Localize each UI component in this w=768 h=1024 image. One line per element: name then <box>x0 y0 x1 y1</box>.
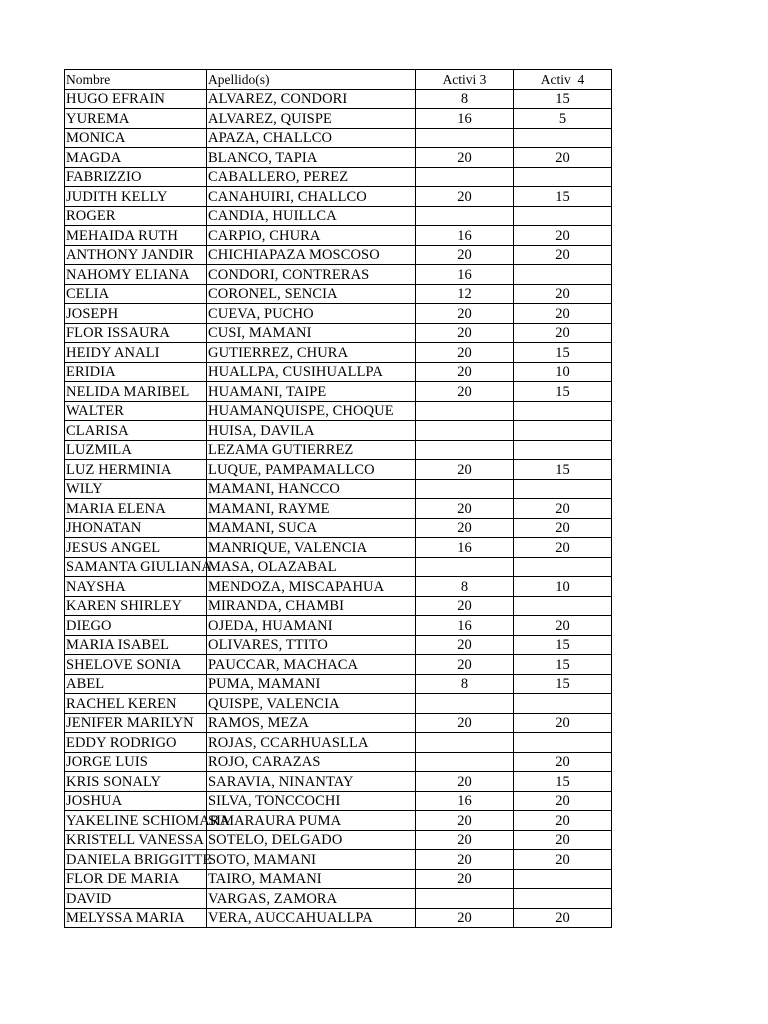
cell-nombre: KRIS SONALY <box>65 772 207 792</box>
cell-apellidos: OJEDA, HUAMANI <box>207 616 416 636</box>
cell-activi-3: 20 <box>416 148 514 168</box>
table-row <box>65 323 612 343</box>
cell-activi-3: 16 <box>416 265 514 285</box>
table-row <box>65 245 612 265</box>
table-row <box>65 655 612 675</box>
cell-apellidos: SARAVIA, NINANTAY <box>207 772 416 792</box>
table-row <box>65 713 612 733</box>
table-row <box>65 187 612 207</box>
cell-activ-4 <box>514 889 612 909</box>
cell-apellidos: MAMANI, RAYME <box>207 499 416 519</box>
cell-activ-4: 20 <box>514 245 612 265</box>
cell-nombre: CLARISA <box>65 421 207 441</box>
cell-nombre: LUZ HERMINIA <box>65 460 207 480</box>
cell-apellidos: HUALLPA, CUSIHUALLPA <box>207 362 416 382</box>
cell-activi-3: 16 <box>416 791 514 811</box>
cell-nombre: JHONATAN <box>65 518 207 538</box>
cell-activi-3 <box>416 206 514 226</box>
cell-nombre: NAHOMY ELIANA <box>65 265 207 285</box>
cell-nombre: SHELOVE SONIA <box>65 655 207 675</box>
cell-nombre: RACHEL KEREN <box>65 694 207 714</box>
cell-activ-4: 20 <box>514 752 612 772</box>
table-row <box>65 518 612 538</box>
cell-apellidos: CORONEL, SENCIA <box>207 284 416 304</box>
cell-nombre: ABEL <box>65 674 207 694</box>
cell-activ-4 <box>514 596 612 616</box>
cell-apellidos: PAUCCAR, MACHACA <box>207 655 416 675</box>
cell-nombre: MAGDA <box>65 148 207 168</box>
cell-apellidos: HUAMANI, TAIPE <box>207 382 416 402</box>
cell-apellidos: CUEVA, PUCHO <box>207 304 416 324</box>
cell-activi-3: 16 <box>416 538 514 558</box>
table-row <box>65 733 612 753</box>
table-row <box>65 830 612 850</box>
table-row <box>65 557 612 577</box>
cell-apellidos: MASA, OLAZABAL <box>207 557 416 577</box>
table-row <box>65 265 612 285</box>
cell-nombre: LUZMILA <box>65 440 207 460</box>
cell-apellidos: SOTELO, DELGADO <box>207 830 416 850</box>
table-row <box>65 850 612 870</box>
cell-activ-4: 15 <box>514 635 612 655</box>
cell-apellidos: CHICHIAPAZA MOSCOSO <box>207 245 416 265</box>
table-row <box>65 382 612 402</box>
cell-activ-4 <box>514 694 612 714</box>
cell-activi-3: 8 <box>416 674 514 694</box>
cell-apellidos: HUAMANQUISPE, CHOQUE <box>207 401 416 421</box>
cell-activ-4: 20 <box>514 538 612 558</box>
cell-activi-3: 20 <box>416 869 514 889</box>
cell-activi-3 <box>416 421 514 441</box>
cell-apellidos: MIRANDA, CHAMBI <box>207 596 416 616</box>
table-row <box>65 167 612 187</box>
cell-activ-4: 15 <box>514 655 612 675</box>
table-row <box>65 635 612 655</box>
cell-activi-3: 20 <box>416 245 514 265</box>
cell-apellidos: SOTO, MAMANI <box>207 850 416 870</box>
cell-nombre: DIEGO <box>65 616 207 636</box>
cell-activ-4: 20 <box>514 713 612 733</box>
cell-activi-3: 20 <box>416 713 514 733</box>
cell-nombre: MEHAIDA RUTH <box>65 226 207 246</box>
cell-apellidos: CUSI, MAMANI <box>207 323 416 343</box>
cell-activi-3: 20 <box>416 655 514 675</box>
cell-nombre: NAYSHA <box>65 577 207 597</box>
cell-nombre: NELIDA MARIBEL <box>65 382 207 402</box>
cell-nombre: MARIA ELENA <box>65 499 207 519</box>
table-row <box>65 460 612 480</box>
table-row <box>65 226 612 246</box>
cell-activ-4: 10 <box>514 362 612 382</box>
cell-nombre: YAKELINE SCHIOMARA <box>66 812 231 829</box>
cell-activ-4 <box>514 401 612 421</box>
cell-nombre: ERIDIA <box>65 362 207 382</box>
table-row <box>65 791 612 811</box>
cell-apellidos: LUQUE, PAMPAMALLCO <box>207 460 416 480</box>
table-row <box>65 772 612 792</box>
cell-activ-4: 15 <box>514 343 612 363</box>
cell-nombre: FABRIZZIO <box>65 167 207 187</box>
cell-activi-3: 12 <box>416 284 514 304</box>
cell-activi-3: 8 <box>416 89 514 109</box>
table-row <box>65 284 612 304</box>
cell-activi-3: 20 <box>416 811 514 831</box>
cell-activ-4: 5 <box>514 109 612 129</box>
cell-activi-3: 20 <box>416 518 514 538</box>
table-row <box>65 343 612 363</box>
table-row <box>65 304 612 324</box>
cell-activ-4: 20 <box>514 830 612 850</box>
cell-activi-3: 20 <box>416 187 514 207</box>
cell-activi-3: 20 <box>416 908 514 928</box>
cell-activi-3 <box>416 752 514 772</box>
cell-nombre: MARIA ISABEL <box>65 635 207 655</box>
cell-nombre: MELYSSA MARIA <box>65 908 207 928</box>
table-body <box>65 89 612 928</box>
table-row <box>65 148 612 168</box>
cell-nombre: DANIELA BRIGGITTE <box>66 851 212 868</box>
cell-apellidos: SIMARAURA PUMA <box>207 811 416 831</box>
header-row <box>65 70 612 90</box>
cell-activ-4: 15 <box>514 187 612 207</box>
cell-apellidos: CANDIA, HUILLCA <box>207 206 416 226</box>
cell-apellidos: VARGAS, ZAMORA <box>207 889 416 909</box>
cell-activi-3 <box>416 557 514 577</box>
cell-apellidos: CABALLERO, PEREZ <box>207 167 416 187</box>
table-row <box>65 577 612 597</box>
cell-apellidos: LEZAMA GUTIERREZ <box>207 440 416 460</box>
cell-activ-4: 15 <box>514 772 612 792</box>
cell-activi-3 <box>416 889 514 909</box>
cell-nombre: WALTER <box>65 401 207 421</box>
cell-nombre: HEIDY ANALI <box>65 343 207 363</box>
header-apellidos: Apellido(s) <box>207 70 416 90</box>
cell-nombre: KRISTELL VANESSA <box>65 830 207 850</box>
table-row <box>65 616 612 636</box>
cell-activi-3: 16 <box>416 109 514 129</box>
cell-nombre: WILY <box>65 479 207 499</box>
cell-activi-3: 20 <box>416 323 514 343</box>
cell-activ-4: 20 <box>514 791 612 811</box>
table-row <box>65 596 612 616</box>
table-row <box>65 479 612 499</box>
cell-activ-4 <box>514 128 612 148</box>
cell-apellidos: MAMANI, SUCA <box>207 518 416 538</box>
table-row <box>65 206 612 226</box>
cell-activi-3: 20 <box>416 830 514 850</box>
cell-activi-3 <box>416 401 514 421</box>
cell-activi-3: 20 <box>416 304 514 324</box>
cell-activ-4: 20 <box>514 908 612 928</box>
cell-activi-3: 20 <box>416 460 514 480</box>
cell-activ-4: 20 <box>514 148 612 168</box>
cell-activ-4: 15 <box>514 89 612 109</box>
cell-nombre: JUDITH KELLY <box>65 187 207 207</box>
cell-activ-4 <box>514 421 612 441</box>
table-row <box>65 811 612 831</box>
table-row <box>65 889 612 909</box>
cell-activi-3 <box>416 694 514 714</box>
cell-activ-4: 20 <box>514 616 612 636</box>
cell-activ-4 <box>514 479 612 499</box>
cell-nombre: FLOR ISSAURA <box>65 323 207 343</box>
cell-nombre: JESUS ANGEL <box>65 538 207 558</box>
cell-apellidos: APAZA, CHALLCO <box>207 128 416 148</box>
cell-activ-4: 20 <box>514 284 612 304</box>
grades-table <box>64 69 612 928</box>
cell-activi-3 <box>416 440 514 460</box>
cell-nombre: KAREN SHIRLEY <box>65 596 207 616</box>
cell-apellidos: MAMANI, HANCCO <box>207 479 416 499</box>
table-row <box>65 694 612 714</box>
table-row <box>65 109 612 129</box>
table-row <box>65 421 612 441</box>
cell-activ-4: 20 <box>514 304 612 324</box>
cell-activi-3: 20 <box>416 499 514 519</box>
cell-activ-4 <box>514 869 612 889</box>
cell-nombre: ANTHONY JANDIR <box>65 245 207 265</box>
cell-apellidos: CARPIO, CHURA <box>207 226 416 246</box>
cell-activi-3: 20 <box>416 362 514 382</box>
cell-activi-3: 20 <box>416 850 514 870</box>
cell-activi-3 <box>416 167 514 187</box>
cell-apellidos: ALVAREZ, QUISPE <box>207 109 416 129</box>
header-nombre: Nombre <box>65 70 207 90</box>
table-row <box>65 499 612 519</box>
table-row <box>65 538 612 558</box>
cell-activi-3: 20 <box>416 382 514 402</box>
cell-activi-3: 8 <box>416 577 514 597</box>
cell-apellidos: CONDORI, CONTRERAS <box>207 265 416 285</box>
cell-nombre: JORGE LUIS <box>65 752 207 772</box>
cell-apellidos: TAIRO, MAMANI <box>207 869 416 889</box>
table-row <box>65 869 612 889</box>
table-row <box>65 401 612 421</box>
cell-apellidos: VERA, AUCCAHUALLPA <box>207 908 416 928</box>
cell-apellidos: CANAHUIRI, CHALLCO <box>207 187 416 207</box>
cell-activ-4: 15 <box>514 460 612 480</box>
cell-apellidos: MENDOZA, MISCAPAHUA <box>207 577 416 597</box>
table-row <box>65 752 612 772</box>
cell-apellidos: ALVAREZ, CONDORI <box>207 89 416 109</box>
cell-nombre: EDDY RODRIGO <box>65 733 207 753</box>
cell-apellidos: GUTIERREZ, CHURA <box>207 343 416 363</box>
cell-activ-4: 20 <box>514 226 612 246</box>
cell-activ-4: 15 <box>514 674 612 694</box>
cell-apellidos: ROJO, CARAZAS <box>207 752 416 772</box>
cell-apellidos: OLIVARES, TTITO <box>207 635 416 655</box>
table-row <box>65 440 612 460</box>
cell-apellidos: PUMA, MAMANI <box>207 674 416 694</box>
cell-nombre: JOSEPH <box>65 304 207 324</box>
cell-apellidos: RAMOS, MEZA <box>207 713 416 733</box>
cell-activ-4: 20 <box>514 323 612 343</box>
cell-activi-3 <box>416 479 514 499</box>
cell-activ-4 <box>514 557 612 577</box>
grades-sheet <box>64 69 612 928</box>
table-row <box>65 362 612 382</box>
cell-nombre: JOSHUA <box>65 791 207 811</box>
header-activi-3: Activi 3 <box>416 70 514 90</box>
cell-activ-4: 15 <box>514 382 612 402</box>
cell-nombre: JENIFER MARILYN <box>65 713 207 733</box>
cell-nombre: ROGER <box>65 206 207 226</box>
cell-activ-4: 20 <box>514 499 612 519</box>
cell-apellidos: SILVA, TONCCOCHI <box>207 791 416 811</box>
cell-nombre: DAVID <box>65 889 207 909</box>
cell-activi-3 <box>416 128 514 148</box>
cell-activi-3: 20 <box>416 772 514 792</box>
cell-apellidos: HUISA, DAVILA <box>207 421 416 441</box>
cell-nombre: YUREMA <box>65 109 207 129</box>
cell-activ-4 <box>514 440 612 460</box>
cell-activi-3: 20 <box>416 635 514 655</box>
table-row <box>65 674 612 694</box>
cell-activi-3 <box>416 733 514 753</box>
cell-activi-3: 16 <box>416 226 514 246</box>
table-row <box>65 908 612 928</box>
header-activ-4: Activ 4 <box>514 70 612 90</box>
table-row <box>65 89 612 109</box>
cell-apellidos: MANRIQUE, VALENCIA <box>207 538 416 558</box>
cell-apellidos: QUISPE, VALENCIA <box>207 694 416 714</box>
cell-activ-4 <box>514 206 612 226</box>
table-row <box>65 128 612 148</box>
cell-activi-3: 20 <box>416 596 514 616</box>
cell-activ-4 <box>514 265 612 285</box>
cell-activ-4: 20 <box>514 518 612 538</box>
cell-nombre: MONICA <box>65 128 207 148</box>
cell-activ-4: 20 <box>514 811 612 831</box>
cell-nombre: FLOR DE MARIA <box>65 869 207 889</box>
cell-activi-3: 16 <box>416 616 514 636</box>
cell-activ-4 <box>514 167 612 187</box>
cell-apellidos: BLANCO, TAPIA <box>207 148 416 168</box>
cell-activ-4 <box>514 733 612 753</box>
cell-nombre: HUGO EFRAIN <box>65 89 207 109</box>
cell-nombre: SAMANTA GIULIANA <box>66 559 212 575</box>
cell-apellidos: ROJAS, CCARHUASLLA <box>207 733 416 753</box>
cell-activ-4: 20 <box>514 850 612 870</box>
cell-activi-3: 20 <box>416 343 514 363</box>
cell-nombre: CELIA <box>65 284 207 304</box>
cell-activ-4: 10 <box>514 577 612 597</box>
